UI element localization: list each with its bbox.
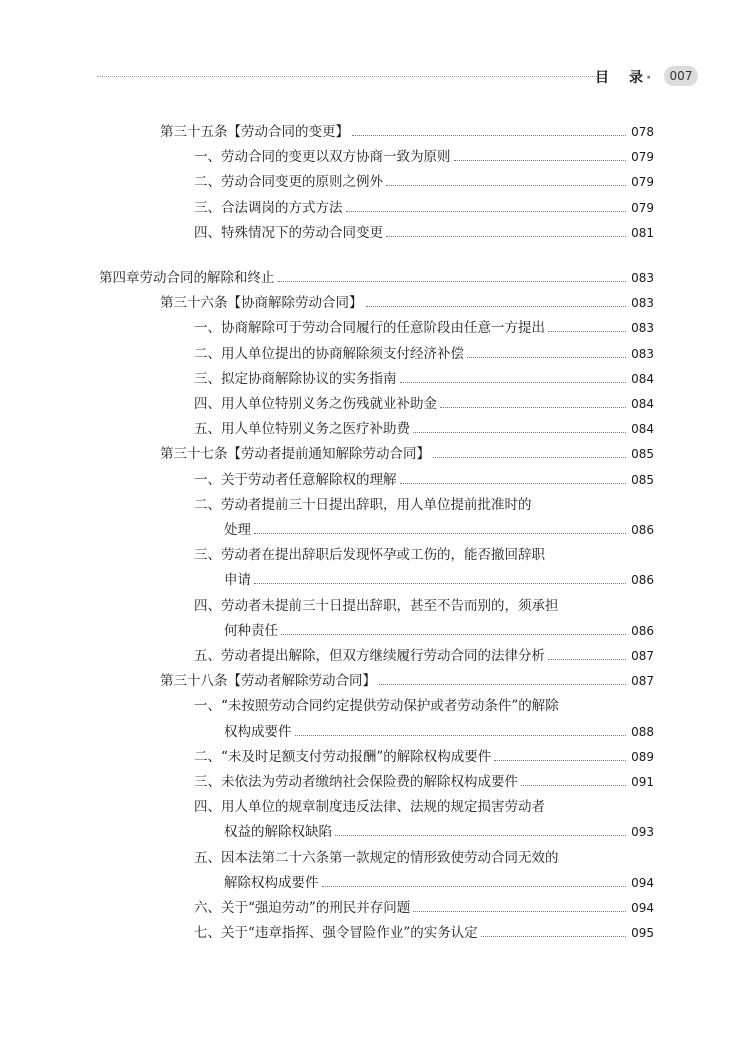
toc-page-s38-6: 094 [631,901,654,915]
toc-entry-s36-1[interactable] [194,317,654,339]
toc-entry-s36-4[interactable] [194,393,654,415]
toc-page-s37-4: 086 [631,623,654,638]
toc-title-cont-s38-5: 解除权构成要件 [224,874,319,891]
toc-entry-art36[interactable] [160,292,654,314]
toc-title-s38-4: 四、用人单位的规章制度违反法律、法规的规定损害劳动者 [194,799,545,816]
toc-title-s38-6: 六、关于“强迫劳动”的刑民并存问题 [194,900,411,916]
toc-title-s37-2: 二、劳动者提前三十日提出辞职，用人单位提前批准时的 [194,496,532,513]
toc-entry-s38-7[interactable] [194,922,654,944]
toc-entry-s38-1[interactable] [224,721,654,743]
toc-entry-s38-3[interactable] [194,771,654,793]
toc-title-ch4 [99,267,275,289]
header-title-right: 录 [629,70,643,86]
header-title-left: 目 [595,70,609,86]
toc-entry-s36-3[interactable] [194,368,654,390]
toc-entry-s38-2[interactable] [194,746,654,768]
toc-num-art35: 第三十五条 [160,124,228,140]
dot-leader [254,583,626,584]
toc-title-cont-s37-4: 何种责任 [224,622,278,639]
toc-entry-s35-2[interactable] [194,171,654,193]
toc-title-art35 [160,121,349,143]
toc-page-s35-2: 079 [631,175,654,190]
dot-leader [386,236,626,237]
toc-title-art36 [160,292,363,314]
toc-title-s35-1: 一、劳动合同的变更以双方协商一致为原则 [194,149,451,166]
toc-title-cont-s37-2: 处理 [224,522,251,538]
toc-title-s38-2: 二、“未及时足额支付劳动报酬”的解除权构成要件 [194,748,492,765]
toc-num-ch4: 第四章 [99,270,140,286]
dot-leader [254,533,626,534]
toc-page-s38-5: 094 [631,875,654,890]
toc-page-s38-2: 089 [631,749,654,764]
toc-entry-s36-2[interactable] [194,343,654,365]
toc-page-s36-1: 083 [631,321,654,336]
dot-leader [346,211,627,212]
toc-title-s37-5: 五、劳动者提出解除，但双方继续履行劳动合同的法律分析 [194,648,545,664]
toc-page-s35-4: 081 [631,225,654,240]
toc-page-s38-7: 095 [631,926,654,941]
dot-leader [494,760,626,761]
toc-title-s38-7: 七、关于“违章指挥、强令冒险作业”的实务认定 [194,925,478,942]
dot-leader [281,634,626,635]
toc-entry-art35[interactable] [160,121,654,143]
toc-title-s36-2: 二、用人单位提出的协商解除须支付经济补偿 [194,345,464,362]
toc-page-s38-3: 091 [631,775,654,789]
toc-entry-s36-5[interactable] [194,418,654,440]
toc-page-s36-5: 084 [631,422,654,437]
toc-page-s35-1: 079 [631,150,654,165]
toc-page-s37-5: 087 [631,649,654,663]
dot-leader [400,483,627,484]
dot-leader [322,886,627,887]
toc-page-s37-1: 085 [631,472,654,487]
dot-leader [521,785,626,786]
toc-num-art36: 第三十六条 [160,295,228,312]
toc-title-s38-5: 五、因本法第二十六条第一款规定的情形致使劳动合同无效的 [194,849,559,866]
toc-page-s36-2: 083 [631,346,654,361]
toc-title-s38-3: 三、未依法为劳动者缴纳社会保险费的解除权构成要件 [194,774,518,790]
toc-entry-s38-4[interactable] [224,821,654,843]
toc-entry-art37[interactable] [160,443,654,465]
toc-title-s36-1: 一、协商解除可于劳动合同履行的任意阶段由任意一方提出 [194,320,545,337]
toc-page-art35: 078 [631,125,654,139]
dot-leader [386,185,626,186]
toc-title-s38-1: 一、“未按照劳动合同约定提供劳动保护或者劳动条件”的解除 [194,698,559,715]
dot-leader [366,306,627,307]
toc-heading-art36: 【协商解除劳动合同】 [227,295,363,312]
dot-leader [413,432,626,433]
toc-page-s35-3: 079 [631,200,654,215]
toc-entry-s37-5[interactable] [194,645,654,667]
toc-num-art37: 第三十七条 [160,446,228,463]
toc-page-art37: 085 [631,447,654,462]
toc-entry-ch4[interactable] [99,267,654,289]
toc-heading-ch4: 劳动合同的解除和终止 [139,270,275,286]
dot-leader [440,407,626,408]
dot-leader [433,457,626,458]
toc-title-art38 [160,670,376,692]
toc-entry-s37-2[interactable] [224,519,654,541]
page-number-badge: 007 [664,66,698,86]
toc-heading-art35: 【劳动合同的变更】 [227,124,349,140]
dot-leader [467,357,626,358]
header-dotted-rule [97,76,597,77]
toc-title-art37 [160,443,430,465]
toc-entry-s38-6[interactable] [194,897,654,919]
toc-heading-art37: 【劳动者提前通知解除劳动合同】 [227,446,430,463]
toc-title-cont-s38-4: 权益的解除权缺陷 [224,824,332,841]
toc-title-cont-s37-3: 申请 [224,572,251,589]
toc-title-s36-3: 三、拟定协商解除协议的实务指南 [194,370,397,387]
toc-page-s36-3: 084 [631,371,654,386]
toc-heading-art38: 【劳动者解除劳动合同】 [227,673,376,690]
toc-title-s36-5: 五、用人单位特别义务之医疗补助费 [194,421,410,438]
dot-leader [548,331,626,332]
toc-num-art38: 第三十八条 [160,673,228,690]
dot-leader [548,659,626,660]
running-header [97,66,697,88]
toc-entry-s38-5[interactable] [224,872,654,894]
dot-leader [413,911,626,912]
toc-title-s37-4: 四、劳动者未提前三十日提出辞职，甚至不告而别的，须承担 [194,597,559,614]
dot-leader [481,936,626,937]
dot-leader [295,735,627,736]
toc-entry-s35-4[interactable] [194,222,654,244]
dot-leader [379,684,626,685]
toc-page-s37-2: 086 [631,523,654,537]
toc-title-s35-3: 三、合法调岗的方式方法 [194,199,343,216]
toc-entry-s37-1[interactable] [194,469,654,491]
toc-entry-s35-3[interactable] [194,197,654,219]
toc-entry-art38[interactable] [160,670,654,692]
toc-title-cont-s38-1: 权构成要件 [224,723,292,740]
toc-title-s37-3: 三、劳动者在提出辞职后发现怀孕或工伤的，能否撤回辞职 [194,547,545,564]
toc-title-s35-4: 四、特殊情况下的劳动合同变更 [194,224,383,241]
toc-entry-s37-4[interactable] [224,620,654,642]
dot-leader [335,835,626,836]
toc-page-s37-3: 086 [631,573,654,588]
toc-page-art36: 083 [631,296,654,311]
dot-leader [352,135,626,136]
toc-title-s37-1: 一、关于劳动者任意解除权的理解 [194,471,397,488]
toc-page-s38-1: 088 [631,724,654,739]
header-dot-sep: · [646,70,652,86]
dot-leader [278,281,627,282]
dot-leader [454,160,627,161]
toc-title-s35-2: 二、劳动合同变更的原则之例外 [194,174,383,191]
toc-title-s36-4: 四、用人单位特别义务之伤残就业补助金 [194,396,437,412]
toc-page-s38-4: 093 [631,825,654,840]
toc-page-ch4: 083 [631,271,654,285]
toc-entry-s37-3[interactable] [224,569,654,591]
toc-page-art38: 087 [631,674,654,689]
dot-leader [400,382,627,383]
header-title [595,67,651,87]
toc-page-s36-4: 084 [631,397,654,411]
toc-entry-s35-1[interactable] [194,146,654,168]
